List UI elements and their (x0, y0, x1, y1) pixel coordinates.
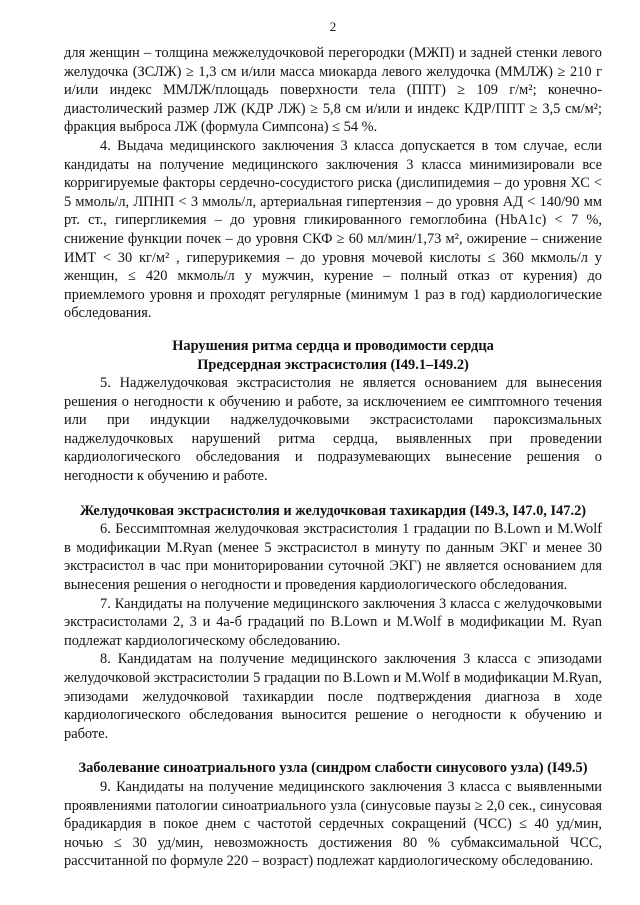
paragraph-9: 9. Кандидаты на получение медицинского заключения 3 класса с выявленными проявлениями патологии синоатриального узла (синусовые паузы ≥ 2,0 сек., синусовая брадикардия в покое днем с частотой сердечных сокращений (ЧСС) ≤ 40 уд/мин, ночью ≤ 30 уд/мин, невозможность достижения 80 % субмаксимальной ЧСС, рассчитанной по формуле 220 – возраст) подлежат кардиологическому обследованию. (64, 778, 602, 870)
paragraph-4: 4. Выдача медицинского заключения 3 класса допускается в том случае, если кандидаты на получение медицинского заключения 3 класса минимизировали все корригируемые факторы сердечно-сосудистого риска (дислипидемия – до уровня ХС < 5 ммоль/л, ЛПНП < 3 ммоль/л, артериальная гипертензия – до уровня АД < 140/90 мм рт. ст., гипергликемия – до уровня гликированного гемоглобина (HbA1c) < 7 %, снижение функции почек – до уровня СКФ ≥ 60 мл/мин/1,73 м², ожирение – снижение ИМТ < 30 кг/м² , гиперурикемия – до уровня мочевой кислоты ≤ 360 мкмоль/л у женщин, ≤ 420 мкмоль/л у мужчин, курение – полный отказ от курения) до приемлемого уровня и проходят регулярные (минимум 1 раз в год) кардиологические обследования. (64, 137, 602, 322)
paragraph-6: 6. Бессимптомная желудочковая экстрасистолия 1 градации по B.Lown и M.Wolf в модификации M.Ryan (менее 5 экстрасистол в минуту по данным ЭКГ и менее 30 экстрасистол в час при мониторировании суточной ЭКГ) не является основанием для вынесения решения о негодности и проведения кардиологического обследования. (64, 521, 602, 594)
heading-rhythm-disorders: Нарушения ритма сердца и проводимости сердца (172, 337, 494, 354)
heading-ventricular: Желудочковая экстрасистолия и желудочковая тахикардия (I49.3, I47.0, I47.2) (79, 502, 587, 519)
paragraph-continuation: для женщин – толщина межжелудочковой перегородки (МЖП) и задней стенки левого желудочка (ЗСЛЖ) ≥ 1,3 см и/или масса миокарда левого желудочка (ММЛЖ) ≥ 210 г и/или индекс ММЛЖ/площадь поверхности тела (ППТ) ≥ 109 г/м²; конечно-диастолический размер ЛЖ (КДР ЛЖ) ≥ 5,8 см и/или и индекс КДР/ППТ ≥ 3,5 см/м²; фракция выброса ЛЖ (формула Симпсона) ≤ 54 %. (64, 45, 602, 136)
paragraph-7: 7. Кандидаты на получение медицинского заключения 3 класса с желудочковыми экстрасистолами 2, 3 и 4а-б градаций по B.Lown и M.Wolf в модификации M. Ryan подлежат кардиологическому обследованию. (64, 595, 602, 649)
paragraph-8: 8. Кандидатам на получение медицинского заключения 3 класса с эпизодами желудочковой экстрасистолии 5 градации по B.Lown и M.Wolf в модификации M.Ryan, эпизодами желудочковой тахикардии после подтверждения диагноза в ходе кардиологического обследования выносится решение о негодности к обучению и работе. (64, 651, 602, 742)
page-number: 2 (329, 19, 337, 34)
paragraph-5: 5. Наджелудочковая экстрасистолия не является основанием для вынесения решения о негодности к обучению и работе, за исключением ее симптомного течения или при индукции наджелудочковыми экстрасистолами пароксизмальных наджелудочковых нарушений ритма сердца, выявленных при проведении кардиологического обследования и подразумевающих вынесение решения о негодности к обучению и работе. (64, 375, 602, 485)
section-rhythm-heading (64, 337, 602, 374)
heading-atrial-extrasystole: Предсердная экстрасистолия (I49.1–I49.2) (197, 356, 469, 373)
heading-sinus-node: Заболевание синоатриального узла (синдром слабости синусового узла) (I49.5) (78, 760, 588, 777)
